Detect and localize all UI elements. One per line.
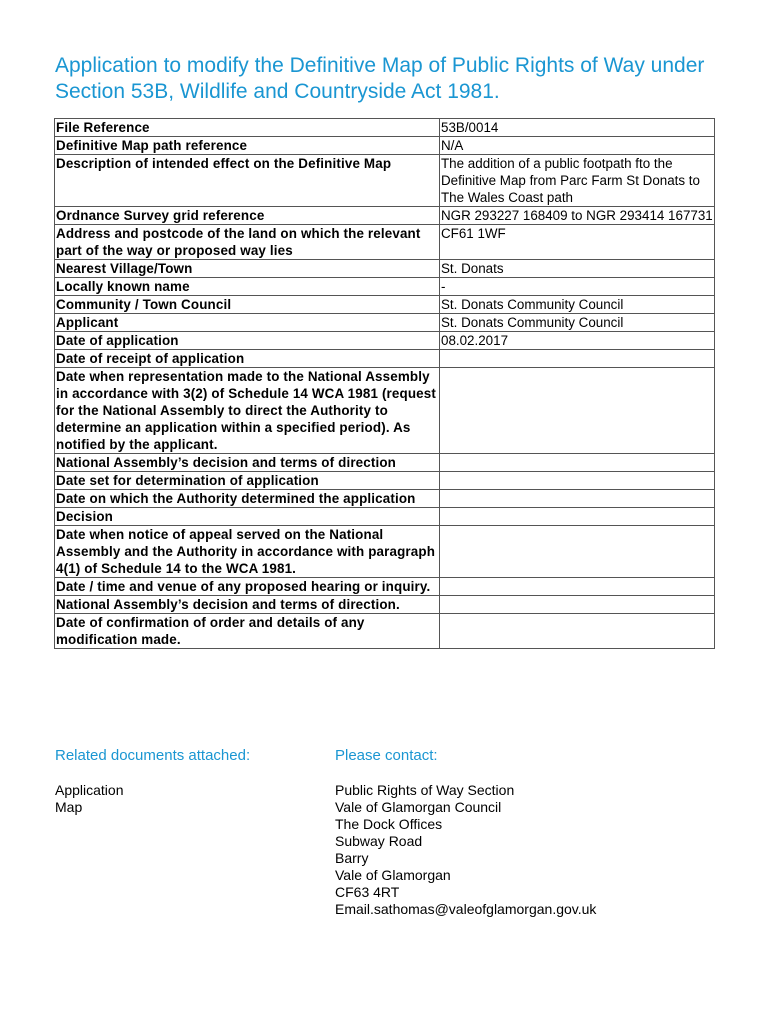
row-value: 08.02.2017 [440, 332, 715, 350]
row-label: File Reference [55, 119, 440, 137]
row-value: N/A [440, 137, 715, 155]
row-value [440, 350, 715, 368]
table-row [55, 119, 715, 137]
row-label: Date when representation made to the National Assembly in accordance with 3(2) of Schedule 14 WCA 1981 (request for the National Assembly to direct the Authority to determine an application within a specified period). As notified by the applicant. [55, 368, 440, 454]
row-label: Description of intended effect on the Definitive Map [55, 155, 440, 207]
row-label: Date of application [55, 332, 440, 350]
table-row [55, 260, 715, 278]
related-document-item: Map [55, 799, 83, 815]
table-row [55, 508, 715, 526]
row-value [440, 368, 715, 454]
table-row [55, 225, 715, 260]
table-row [55, 155, 715, 207]
contact-line: Email.sathomas@valeofglamorgan.gov.uk [335, 901, 597, 917]
contact-line: CF63 4RT [335, 884, 400, 900]
contact-line: Barry [335, 850, 369, 866]
row-value: CF61 1WF [440, 225, 715, 260]
table-row [55, 614, 715, 649]
row-label: National Assembly’s decision and terms of direction [55, 454, 440, 472]
row-value [440, 596, 715, 614]
table-row [55, 578, 715, 596]
row-label: Date / time and venue of any proposed hearing or inquiry. [55, 578, 440, 596]
contact-line: Public Rights of Way Section [335, 782, 515, 798]
row-value [440, 526, 715, 578]
row-label: Date of receipt of application [55, 350, 440, 368]
row-label: Date on which the Authority determined the application [55, 490, 440, 508]
table-row [55, 490, 715, 508]
row-value [440, 472, 715, 490]
row-label: National Assembly’s decision and terms of direction. [55, 596, 440, 614]
row-value: NGR 293227 168409 to NGR 293414 167731 [441, 208, 713, 223]
row-value [440, 508, 715, 526]
table-row [55, 278, 715, 296]
row-label: Date set for determination of application [55, 472, 440, 490]
row-label: Community / Town Council [55, 296, 440, 314]
row-value: St. Donats Community Council [440, 314, 715, 332]
contact-line: Vale of Glamorgan [335, 867, 451, 883]
row-label: Date when notice of appeal served on the National Assembly and the Authority in accordance with paragraph 4(1) of Schedule 14 to the WCA 1981. [55, 526, 440, 578]
row-label: Decision [55, 508, 440, 526]
related-document-item: Application [55, 782, 124, 798]
row-value: St. Donats Community Council [440, 296, 715, 314]
details-table [54, 118, 715, 649]
contact-details [335, 782, 596, 918]
row-label: Applicant [55, 314, 440, 332]
table-row [55, 137, 715, 155]
table-row [55, 350, 715, 368]
contact-heading: Please contact: [335, 747, 438, 764]
contact-line: The Dock Offices [335, 816, 443, 832]
table-row [55, 296, 715, 314]
row-value: St. Donats [440, 260, 715, 278]
row-value [440, 578, 715, 596]
table-row [55, 472, 715, 490]
row-label: Address and postcode of the land on which the relevant part of the way or proposed way lies [55, 225, 440, 260]
row-label: Nearest Village/Town [55, 260, 440, 278]
table-row [55, 314, 715, 332]
related-documents-heading: Related documents attached: [55, 747, 251, 764]
row-value: 53B/0014 [440, 119, 715, 137]
table-row [55, 332, 715, 350]
row-label: Locally known name [55, 278, 440, 296]
table-row [55, 596, 715, 614]
row-value: The addition of a public footpath fto the Definitive Map from Parc Farm St Donats to The Wales Coast path [440, 155, 715, 207]
row-label: Ordnance Survey grid reference [55, 207, 440, 225]
contact-line: Subway Road [335, 833, 423, 849]
document-title: Application to modify the Definitive Map of Public Rights of Way under Section 53B, Wildlife and Countryside Act 1981. [55, 54, 705, 103]
row-value [440, 454, 715, 472]
row-label: Date of confirmation of order and details of any modification made. [55, 614, 440, 649]
table-row [55, 368, 715, 454]
table-row [55, 454, 715, 472]
row-value: - [440, 278, 715, 296]
related-documents-list [55, 782, 124, 816]
table-row [55, 207, 715, 225]
table-row [55, 526, 715, 578]
row-value [440, 490, 715, 508]
row-label: Definitive Map path reference [55, 137, 440, 155]
row-value [440, 614, 715, 649]
contact-line: Vale of Glamorgan Council [335, 799, 502, 815]
